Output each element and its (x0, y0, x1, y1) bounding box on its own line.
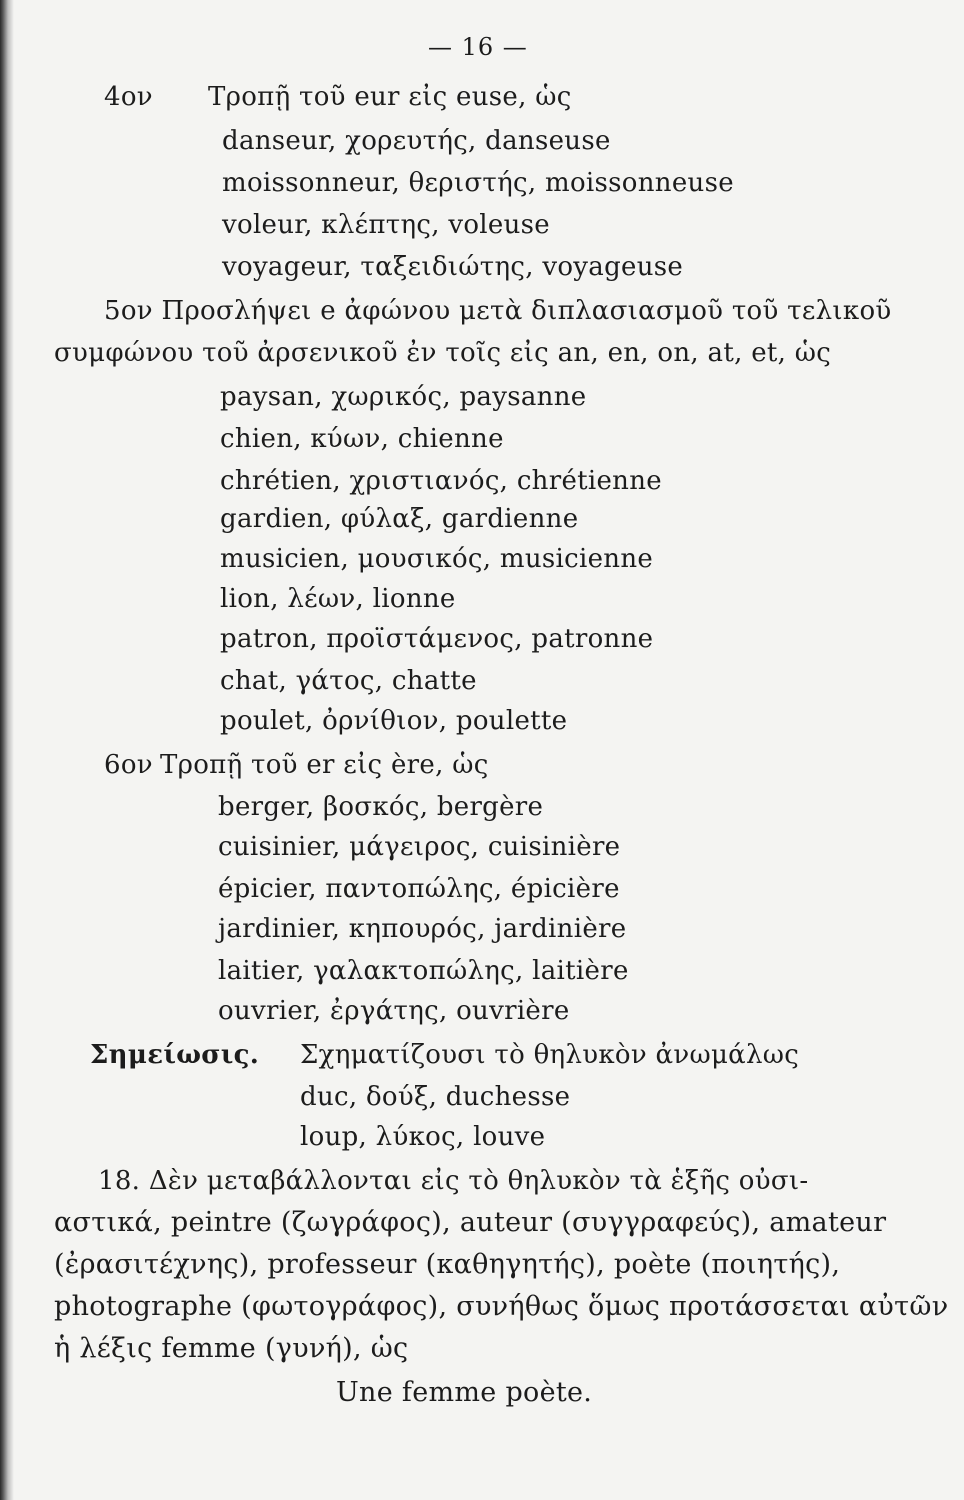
note-example: duc, δούξ, duchesse (300, 1082, 571, 1112)
rule-5-heading-line-1: 5ον Προσλήψει e ἀφώνου μετὰ διπλασιασμοῦ τοῦ τελικοῦ (104, 296, 892, 326)
rule-5-heading-line-2: συμφώνου τοῦ ἀρσενικοῦ ἐν τοῖς εἰς an, en, on, at, et, ὡς (54, 338, 832, 368)
rule-5-example: chien, κύων, chienne (220, 424, 504, 454)
rule-6-example: épicier, παντοπώλης, épicière (218, 874, 620, 904)
rule-4-example: moissonneur, θεριστής, moissonneuse (222, 168, 734, 198)
section-18-line: photographe (φωτογράφος), συνήθως ὅμως προτάσσεται αὐτῶν (54, 1291, 949, 1322)
rule-5-example: poulet, ὀρνίθιον, poulette (220, 706, 568, 736)
rule-6-heading: Τροπῇ τοῦ er εἰς ère, ὡς (160, 750, 489, 780)
rule-5-example: lion, λέων, lionne (220, 584, 456, 614)
rule-4-number: 4ον (104, 82, 153, 112)
note-text: Σχηματίζουσι τὸ θηλυκὸν ἀνωμάλως (300, 1040, 800, 1070)
rule-5-example: chrétien, χριστιανός, chrétienne (220, 466, 662, 496)
rule-6-example: cuisinier, μάγειρος, cuisinière (218, 832, 621, 862)
page-binding-edge (0, 0, 14, 1500)
note-label-text: Σημείωσις. (90, 1040, 260, 1070)
section-18-line: 18. Δὲν μεταβάλλονται εἰς τὸ θηλυκὸν τὰ ἑξῆς οὐσι- (98, 1166, 809, 1196)
note-label (90, 1038, 259, 1072)
section-18-line: αστικά, peintre (ζωγράφος), auteur (συγγραφεύς), amateur (54, 1207, 887, 1238)
section-18-example: Une femme poète. (336, 1377, 593, 1408)
note-example: loup, λύκος, louve (300, 1122, 546, 1152)
section-18-line: (ἐρασιτέχνης), professeur (καθηγητής), poète (ποιητής), (54, 1249, 841, 1280)
rule-6-example: berger, βοσκός, bergère (218, 792, 544, 822)
rule-5-example: patron, προϊστάμενος, patronne (220, 624, 654, 654)
rule-6-example: laitier, γαλακτοπώλης, laitière (218, 956, 629, 986)
page-number: — 16 — (428, 33, 528, 61)
rule-4-heading: Τροπῇ τοῦ eur εἰς euse, ὡς (208, 82, 572, 112)
rule-4-example: voleur, κλέπτης, voleuse (222, 210, 550, 240)
section-18-line: ἡ λέξις femme (γυνή), ὡς (54, 1333, 409, 1364)
rule-6-number: 6ον (104, 750, 153, 780)
rule-6-example: jardinier, κηπουρός, jardinière (218, 914, 627, 944)
rule-4-example: voyageur, ταξειδιώτης, voyageuse (222, 252, 684, 282)
rule-6-example: ouvrier, ἐργάτης, ouvrière (218, 996, 570, 1026)
rule-4-example: danseur, χορευτής, danseuse (222, 126, 611, 156)
rule-5-example: musicien, μουσικός, musicienne (220, 544, 654, 574)
rule-5-example: chat, γάτος, chatte (220, 666, 477, 696)
rule-5-example: gardien, φύλαξ, gardienne (220, 504, 579, 534)
rule-5-example: paysan, χωρικός, paysanne (220, 382, 587, 412)
